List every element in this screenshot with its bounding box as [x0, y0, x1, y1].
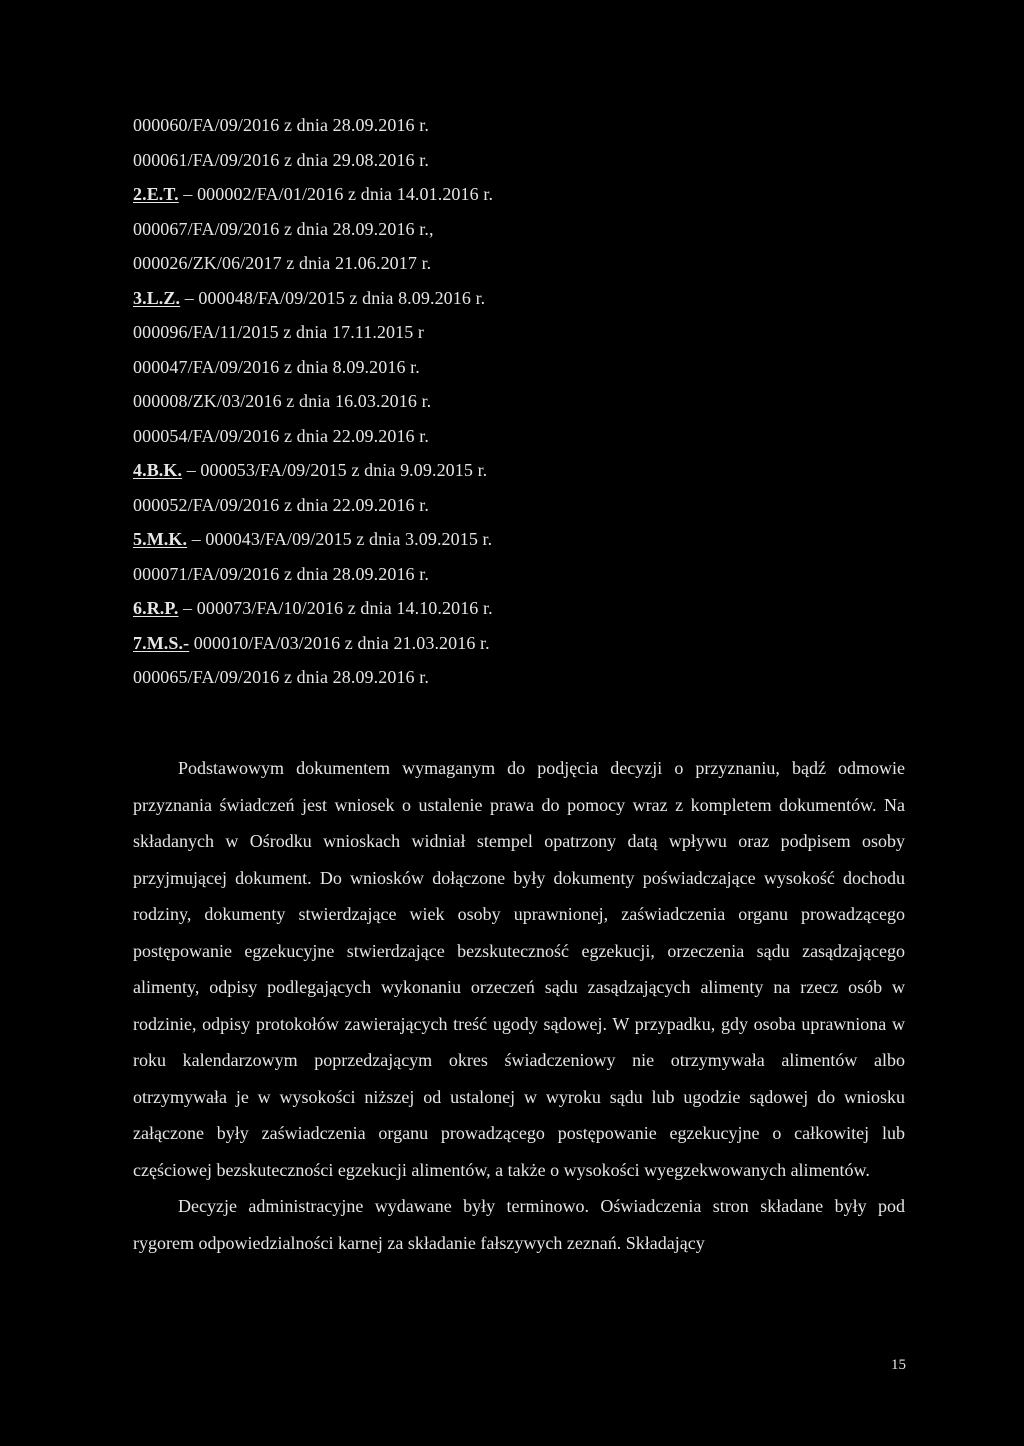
entry-text: – 000043/FA/09/2015 z dnia 3.09.2015 r. — [187, 529, 493, 549]
list-item — [133, 143, 913, 178]
list-item — [133, 522, 913, 557]
list-item — [133, 591, 913, 626]
entry-prefix: 3.L.Z. — [133, 287, 181, 308]
list-item — [133, 246, 913, 281]
entry-text: 000010/FA/03/2016 z dnia 21.03.2016 r. — [189, 632, 490, 653]
entry-text: 000052/FA/09/2016 z dnia 22.09.2016 r. — [133, 494, 429, 515]
entry-text: 000047/FA/09/2016 z dnia 8.09.2016 r. — [133, 356, 420, 377]
entry-prefix: 6.R.P. — [133, 598, 179, 618]
paragraph-documents: Podstawowym dokumentem wymaganym do podjęcia decyzji o przyznaniu, bądź odmowie przyznania świadczeń jest wniosek o ustalenie prawa do pomocy wraz z kompletem dokumentów. Na składanych w Ośrodku wnioskach widniał stempel opatrzony datą wpływu oraz podpisem osoby przyjmującej dokument. Do wniosków dołączone były dokumenty poświadczające wysokość dochodu rodziny, dokumenty stwierdzające wiek osoby uprawnionej, zaświadczenia organu prowadzącego postępowanie egzekucyjne stwierdzające bezskuteczność egzekucji, orzeczenia sądu zasądzającego alimenty, odpisy podlegających wykonaniu orzeczeń sądu zasądzających alimenty na rzecz osób w rodzinie, odpisy protokołów zawierających treść ugody sądowej. W przypadku, gdy osoba uprawniona w roku kalendarzowym poprzedzającym okres świadczeniowy nie otrzymywała alimentów albo otrzymywała je w wysokości niższej od ustalonej w wyroku sądu lub ugodzie sądowej do wniosku załączone były zaświadczenia organu prowadzącego postępowanie egzekucyjne o całkowitej lub częściowej bezskuteczności egzekucji alimentów, a także o wysokości wyegzekwowanych alimentów. — [133, 758, 905, 1180]
entry-text: 000026/ZK/06/2017 z dnia 21.06.2017 r. — [133, 253, 432, 273]
entry-text: – 000053/FA/09/2015 z dnia 9.09.2015 r. — [182, 460, 488, 480]
entry-prefix: 2.E.T. — [133, 184, 179, 204]
entry-text: 000008/ZK/03/2016 z dnia 16.03.2016 r. — [133, 391, 432, 411]
list-item — [133, 177, 913, 212]
entry-text: 000067/FA/09/2016 z dnia 28.09.2016 r., — [133, 218, 434, 239]
list-item — [133, 488, 913, 523]
list-item — [133, 108, 913, 143]
entry-text: 000071/FA/09/2016 z dnia 28.09.2016 r. — [133, 563, 429, 584]
entry-prefix: 5.M.K. — [133, 529, 188, 549]
entry-text: – 000002/FA/01/2016 z dnia 14.01.2016 r. — [178, 184, 494, 204]
entry-text: 000061/FA/09/2016 z dnia 29.08.2016 r. — [133, 149, 429, 170]
list-item — [133, 212, 913, 247]
body-text — [133, 750, 905, 1261]
list-item — [133, 419, 913, 454]
list-item — [133, 315, 913, 350]
entry-text: 000060/FA/09/2016 z dnia 28.09.2016 r. — [133, 115, 429, 135]
list-item — [133, 660, 913, 695]
decision-list — [133, 108, 913, 695]
paragraph-decisions: Decyzje administracyjne wydawane były terminowo. Oświadczenia stron składane były pod rygorem odpowiedzialności karnej za składanie fałszywych zeznań. Składający — [133, 1196, 905, 1253]
entry-prefix: 4.B.K. — [133, 460, 183, 480]
list-item — [133, 350, 913, 385]
list-item — [133, 626, 913, 661]
entry-text: 000054/FA/09/2016 z dnia 22.09.2016 r. — [133, 425, 429, 446]
entry-text: 000096/FA/11/2015 z dnia 17.11.2015 r — [133, 322, 425, 342]
entry-prefix: 7.M.S.- — [133, 632, 190, 653]
list-item — [133, 384, 913, 419]
entry-text: – 000048/FA/09/2015 z dnia 8.09.2016 r. — [180, 287, 486, 308]
list-item — [133, 453, 913, 488]
list-item — [133, 557, 913, 592]
entry-text: 000065/FA/09/2016 z dnia 28.09.2016 r. — [133, 667, 429, 687]
entry-text: – 000073/FA/10/2016 z dnia 14.10.2016 r. — [178, 598, 493, 618]
list-item — [133, 281, 913, 316]
page-number: 15 — [891, 1357, 906, 1373]
